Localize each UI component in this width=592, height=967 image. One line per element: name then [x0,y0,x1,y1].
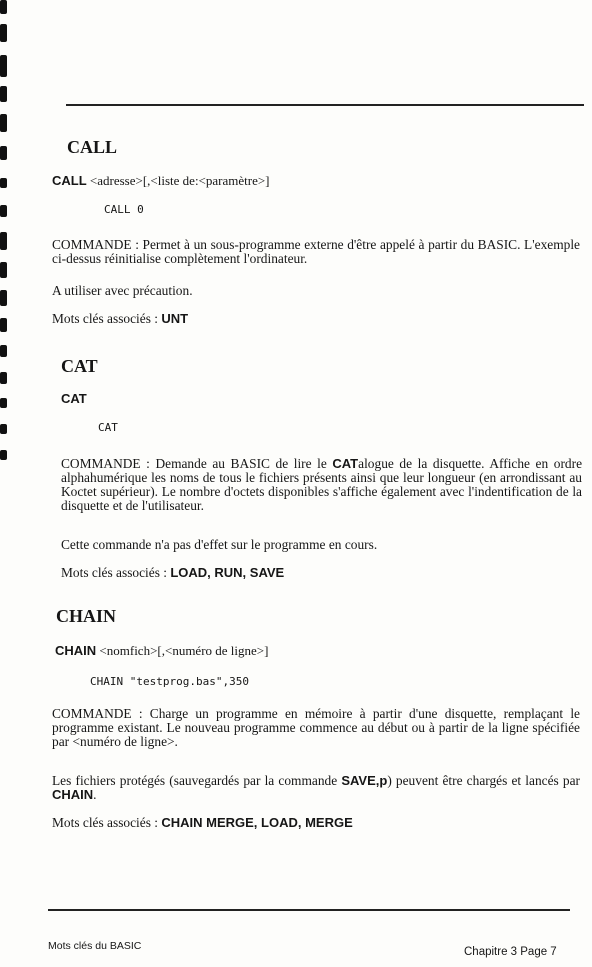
cat-syntax-keyword: CAT [61,391,87,406]
footer-right: Chapitre 3 Page 7 [464,946,557,958]
cat-description [61,457,582,513]
footer-left: Mots clés du BASIC [48,940,142,952]
chain-heading: CHAIN [56,606,117,626]
cat-example: CAT [98,421,118,434]
cat-desc-rest: alogue de la disquette. Affiche en ordre alphahumérique les noms de tous le fichiers présents ainsi que leur longueur (en arrondissant au Koctet supérieur). Le nombre d'octets disponibles s'affiche également avec l'indentification de la disquette et de l'utilisateur. [61,456,583,513]
top-rule [66,104,584,106]
chain-description: COMMANDE : Charge un programme en mémoire à partir d'une disquette, remplaçant le programme existant. Le nouveau programme commence au début ou à partir de la ligne spécifiée par <numéro de ligne>. [52,706,580,749]
chain-note [52,774,580,802]
chain-note-keyword-save: SAVE,p [341,773,388,788]
call-assoc-keywords: UNT [161,311,189,326]
cat-assoc-label: Mots clés associés : [61,565,171,580]
cat-desc-keyword: CAT [332,456,359,471]
call-syntax-keyword: CALL [52,173,87,188]
chain-note-keyword-chain: CHAIN [52,787,94,802]
chain-note-text-2: ) peuvent être chargés et lancés par [387,773,580,788]
call-note: A utiliser avec précaution. [52,283,193,298]
binding-marks [0,0,14,470]
cat-syntax [61,390,87,408]
cat-note: Cette commande n'a pas d'effet sur le programme en cours. [61,537,378,552]
cat-heading: CAT [61,356,98,376]
bottom-rule [48,909,570,911]
chain-note-end: . [93,787,97,802]
call-example: CALL 0 [104,203,144,216]
chain-note-text: Les fichiers protégés (sauvegardés par la commande [52,773,342,788]
call-heading: CALL [67,137,118,157]
cat-assoc-keywords: LOAD, RUN, SAVE [170,565,285,580]
cat-desc-text: COMMANDE : Demande au BASIC de lire le [61,456,333,471]
call-description: COMMANDE : Permet à un sous-programme externe d'être appelé à partir du BASIC. L'exemple ci-dessus réinitialise complètement l'ordinateur. [52,237,580,266]
call-syntax-params: <adresse>[,<liste de:<paramètre>] [86,173,270,188]
chain-associated-keywords [52,816,580,830]
chain-syntax [55,643,268,659]
chain-example: CHAIN "testprog.bas",350 [90,675,249,688]
chain-syntax-keyword: CHAIN [55,643,97,658]
cat-associated-keywords [61,566,589,580]
chain-syntax-params: <nomfich>[,<numéro de ligne>] [96,643,269,658]
call-syntax [52,173,270,189]
chain-assoc-label: Mots clés associés : [52,815,162,830]
chain-assoc-keywords: CHAIN MERGE, LOAD, MERGE [161,815,353,830]
call-associated-keywords [52,312,580,326]
call-assoc-label: Mots clés associés : [52,311,162,326]
